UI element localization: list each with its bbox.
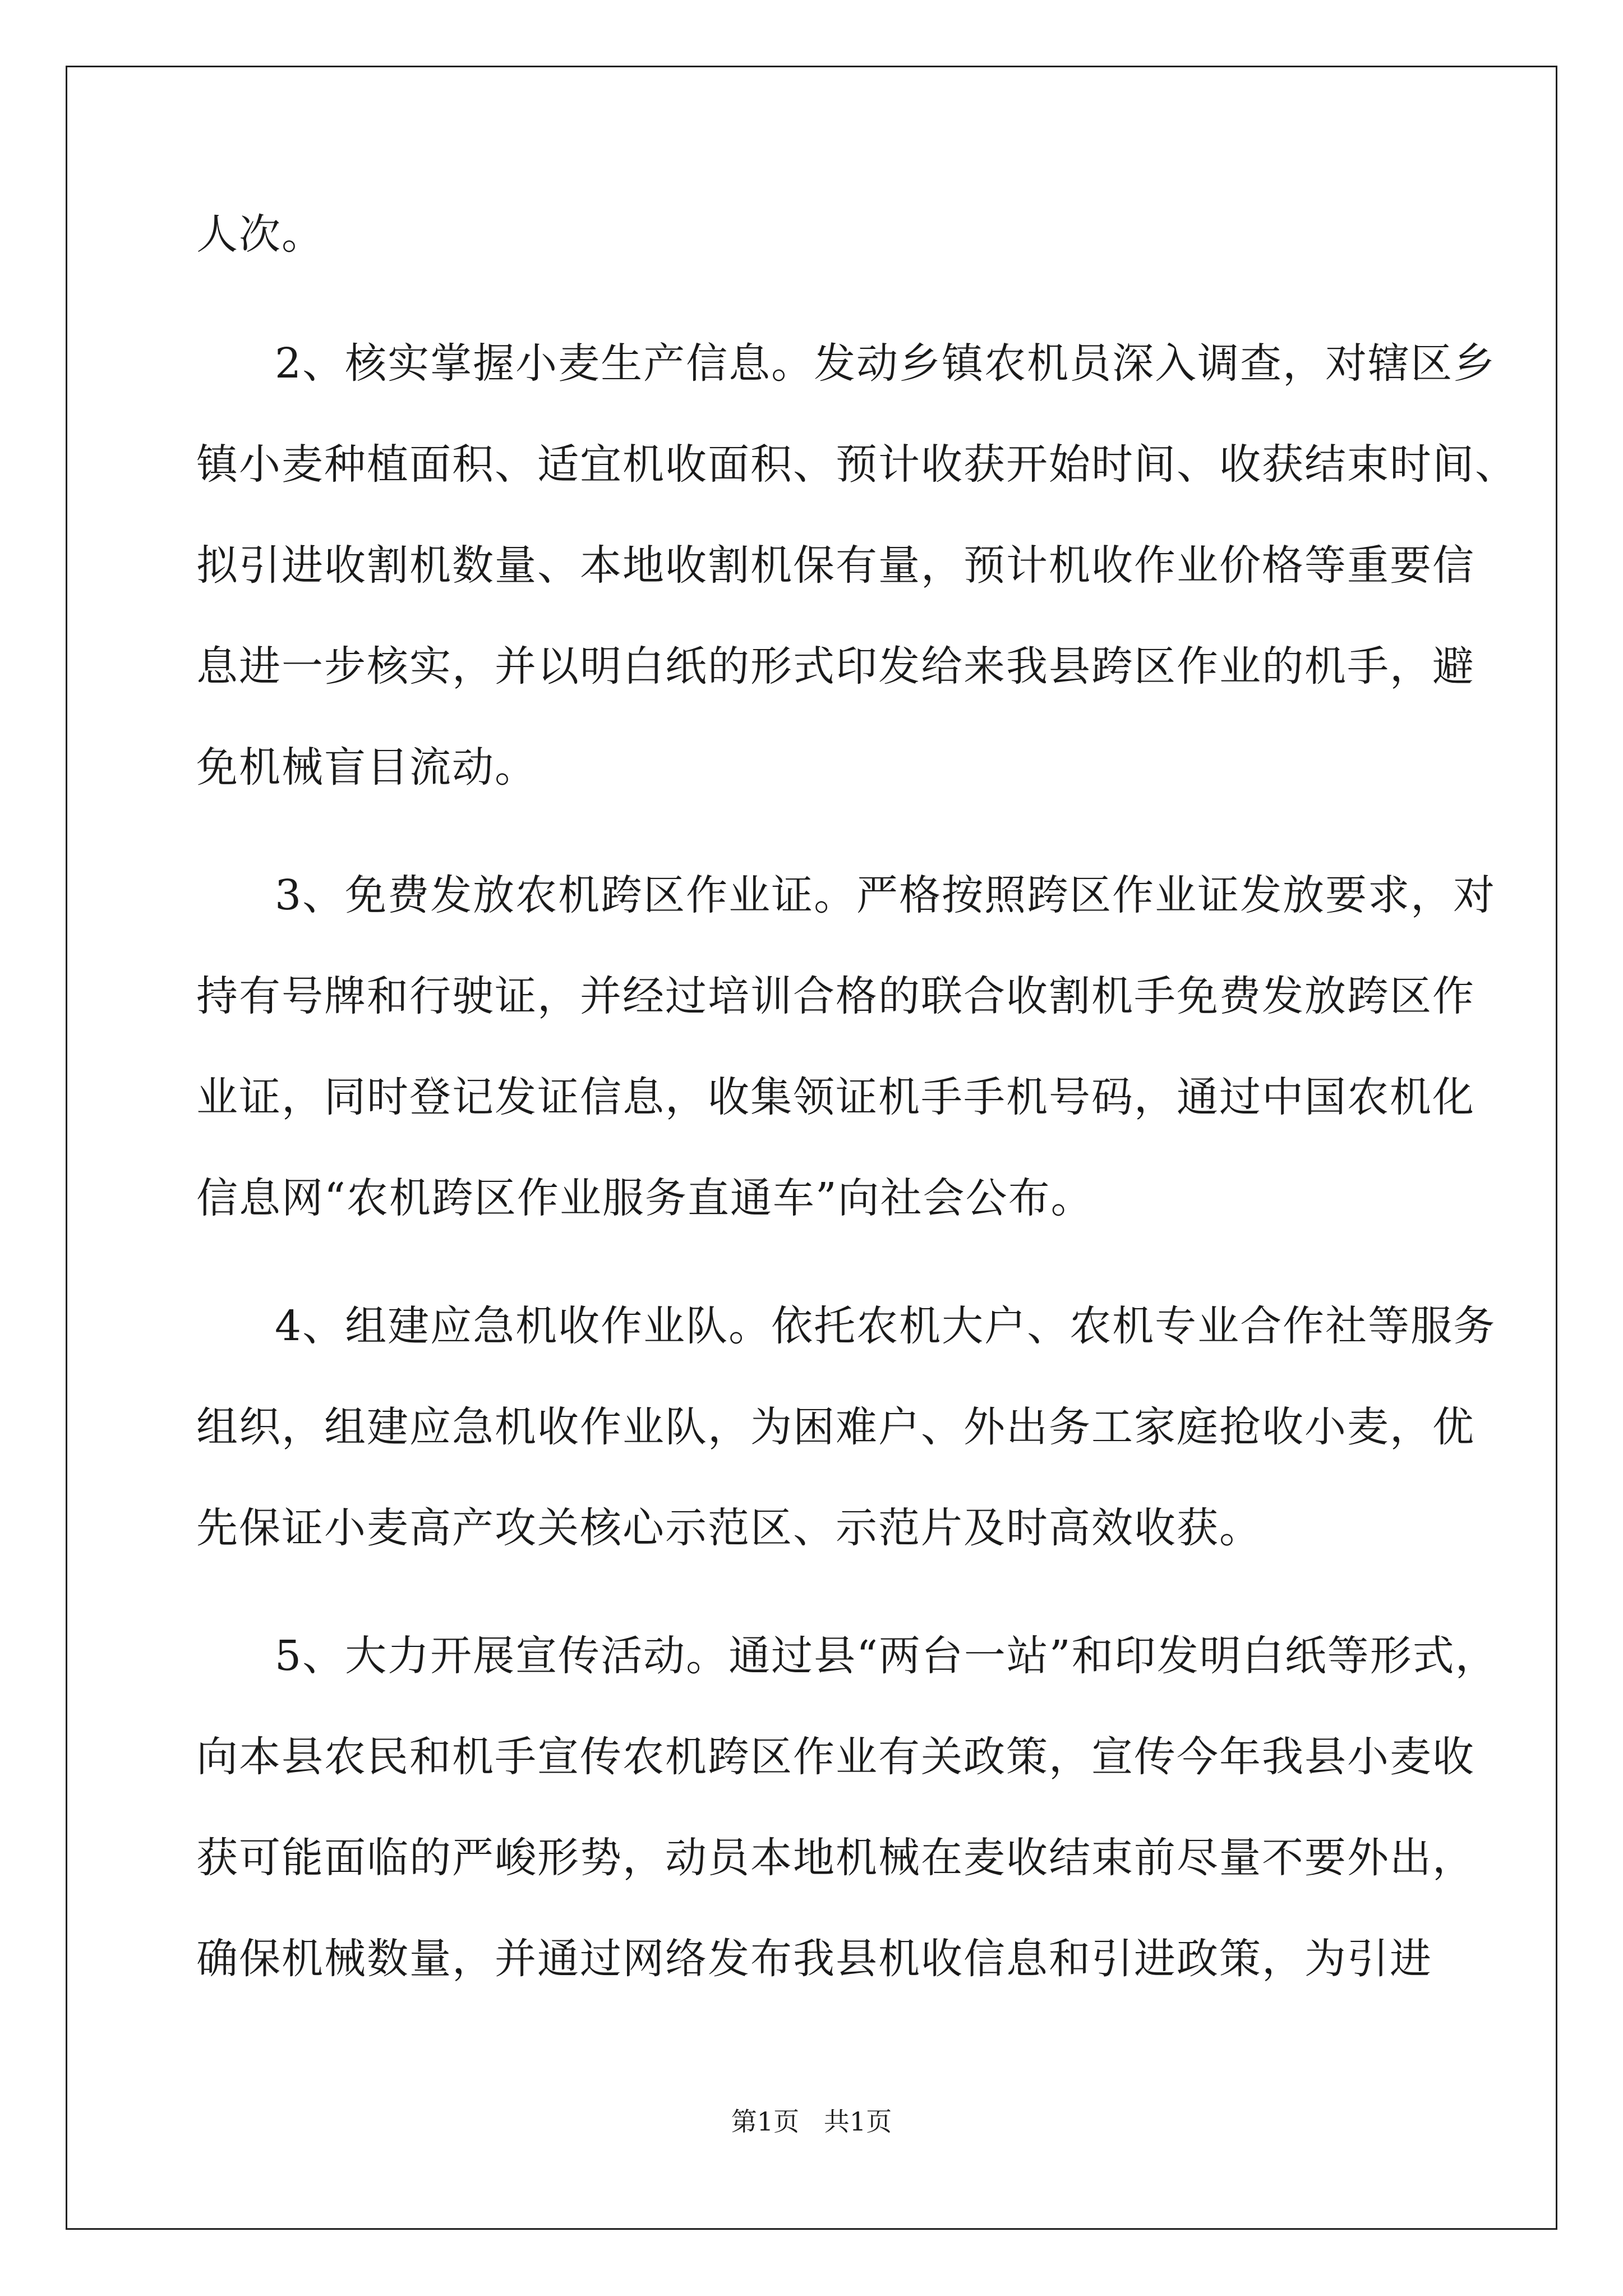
text-line: 先保证小麦高产攻关核心示范区、示范片及时高效收获。 xyxy=(196,1504,1262,1552)
text-line: 免机械盲目流动。 xyxy=(196,743,537,792)
page-footer: 第1页 共1页 xyxy=(731,2106,892,2137)
text-line: 持有号牌和行驶证，并经过培训合格的联合收割机手免费发放跨区作 xyxy=(196,972,1475,1020)
text-line: 组织，组建应急机收作业队，为困难户、外出务工家庭抢收小麦，优 xyxy=(196,1403,1475,1451)
text-line: 获可能面临的严峻形势，动员本地机械在麦收结束前尽量不要外出， xyxy=(196,1834,1475,1882)
text-line: 息进一步核实，并以明白纸的形式印发给来我县跨区作业的机手，避 xyxy=(196,642,1475,691)
text-line: 人次。 xyxy=(196,210,324,259)
paragraph-5-line-1: 5、大力开展宣传活动。通过县“两台一站”和印发明白纸等形式， xyxy=(275,1632,1498,1680)
text-line: 向本县农民和机手宣传农机跨区作业有关政策，宣传今年我县小麦收 xyxy=(196,1733,1475,1781)
text-line: 确保机械数量，并通过网络发布我县机收信息和引进政策，为引进 xyxy=(196,1935,1432,1983)
paragraph-2-line-1: 2、核实掌握小麦生产信息。发动乡镇农机员深入调查，对辖区乡 xyxy=(275,339,1496,388)
paragraph-4-line-1: 4、组建应急机收作业队。依托农机大户、农机专业合作社等服务 xyxy=(275,1302,1496,1350)
text-line: 镇小麦种植面积、适宜机收面积、预计收获开始时间、收获结束时间、 xyxy=(196,440,1518,489)
paragraph-3-line-1: 3、免费发放农机跨区作业证。严格按照跨区作业证发放要求，对 xyxy=(275,871,1496,919)
text-line: 拟引进收割机数量、本地收割机保有量，预计机收作业价格等重要信 xyxy=(196,541,1475,590)
text-line: 业证，同时登记发证信息，收集领证机手手机号码，通过中国农机化 xyxy=(196,1073,1475,1121)
text-line: 信息网“农机跨区作业服务直通车”向社会公布。 xyxy=(196,1174,1094,1222)
